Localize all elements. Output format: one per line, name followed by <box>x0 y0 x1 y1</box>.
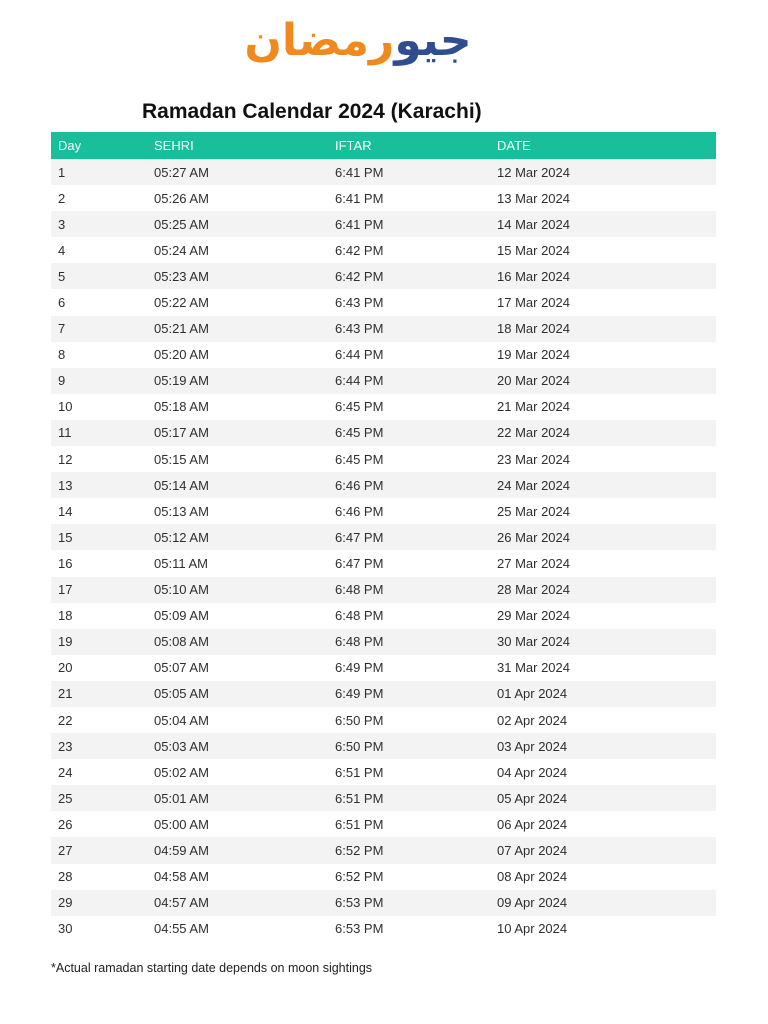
day-cell: 29 <box>51 890 147 916</box>
sehri-cell: 05:18 AM <box>147 394 328 420</box>
date-cell: 24 Mar 2024 <box>490 472 716 498</box>
table-row <box>51 524 716 550</box>
day-cell: 15 <box>51 524 147 550</box>
table-row <box>51 577 716 603</box>
table-row <box>51 603 716 629</box>
column-header-date: DATE <box>490 132 716 159</box>
table-row <box>51 394 716 420</box>
sehri-cell: 05:17 AM <box>147 420 328 446</box>
geo-ramzan-logo <box>244 6 472 76</box>
sehri-cell: 05:11 AM <box>147 550 328 576</box>
day-cell: 21 <box>51 681 147 707</box>
sehri-cell: 05:03 AM <box>147 733 328 759</box>
date-cell: 21 Mar 2024 <box>490 394 716 420</box>
iftar-cell: 6:45 PM <box>328 394 490 420</box>
table-row <box>51 733 716 759</box>
day-cell: 22 <box>51 707 147 733</box>
date-cell: 04 Apr 2024 <box>490 759 716 785</box>
table-row <box>51 707 716 733</box>
date-cell: 13 Mar 2024 <box>490 185 716 211</box>
sehri-cell: 04:59 AM <box>147 837 328 863</box>
day-cell: 17 <box>51 577 147 603</box>
table-row <box>51 759 716 785</box>
day-cell: 25 <box>51 785 147 811</box>
table-row <box>51 368 716 394</box>
iftar-cell: 6:51 PM <box>328 785 490 811</box>
iftar-cell: 6:41 PM <box>328 185 490 211</box>
day-cell: 14 <box>51 498 147 524</box>
date-cell: 31 Mar 2024 <box>490 655 716 681</box>
date-cell: 23 Mar 2024 <box>490 446 716 472</box>
date-cell: 27 Mar 2024 <box>490 550 716 576</box>
date-cell: 16 Mar 2024 <box>490 263 716 289</box>
iftar-cell: 6:53 PM <box>328 890 490 916</box>
date-cell: 09 Apr 2024 <box>490 890 716 916</box>
iftar-cell: 6:43 PM <box>328 289 490 315</box>
day-cell: 16 <box>51 550 147 576</box>
table-row <box>51 550 716 576</box>
date-cell: 07 Apr 2024 <box>490 837 716 863</box>
day-cell: 7 <box>51 316 147 342</box>
date-cell: 28 Mar 2024 <box>490 577 716 603</box>
date-cell: 12 Mar 2024 <box>490 159 716 185</box>
iftar-cell: 6:44 PM <box>328 368 490 394</box>
table-row <box>51 211 716 237</box>
iftar-cell: 6:43 PM <box>328 316 490 342</box>
table-row <box>51 629 716 655</box>
date-cell: 05 Apr 2024 <box>490 785 716 811</box>
sehri-cell: 05:04 AM <box>147 707 328 733</box>
day-cell: 24 <box>51 759 147 785</box>
iftar-cell: 6:46 PM <box>328 472 490 498</box>
iftar-cell: 6:53 PM <box>328 916 490 942</box>
sehri-cell: 05:15 AM <box>147 446 328 472</box>
table-body <box>51 159 716 942</box>
sehri-cell: 05:12 AM <box>147 524 328 550</box>
iftar-cell: 6:50 PM <box>328 707 490 733</box>
date-cell: 25 Mar 2024 <box>490 498 716 524</box>
page-title: Ramadan Calendar 2024 (Karachi) <box>142 100 482 123</box>
table-header-row <box>51 132 716 159</box>
iftar-cell: 6:47 PM <box>328 524 490 550</box>
table-row <box>51 159 716 185</box>
footnote: *Actual ramadan starting date depends on moon sightings <box>51 961 373 975</box>
iftar-cell: 6:45 PM <box>328 420 490 446</box>
date-cell: 02 Apr 2024 <box>490 707 716 733</box>
iftar-cell: 6:41 PM <box>328 211 490 237</box>
day-cell: 12 <box>51 446 147 472</box>
iftar-cell: 6:52 PM <box>328 864 490 890</box>
day-cell: 11 <box>51 420 147 446</box>
table-row <box>51 263 716 289</box>
day-cell: 10 <box>51 394 147 420</box>
table-row <box>51 420 716 446</box>
day-cell: 1 <box>51 159 147 185</box>
table-row <box>51 185 716 211</box>
iftar-cell: 6:48 PM <box>328 629 490 655</box>
date-cell: 19 Mar 2024 <box>490 342 716 368</box>
day-cell: 5 <box>51 263 147 289</box>
iftar-cell: 6:44 PM <box>328 342 490 368</box>
sehri-cell: 04:58 AM <box>147 864 328 890</box>
iftar-cell: 6:51 PM <box>328 759 490 785</box>
sehri-cell: 05:10 AM <box>147 577 328 603</box>
column-header-iftar: IFTAR <box>328 132 490 159</box>
date-cell: 30 Mar 2024 <box>490 629 716 655</box>
sehri-cell: 05:24 AM <box>147 237 328 263</box>
day-cell: 19 <box>51 629 147 655</box>
table-row <box>51 498 716 524</box>
day-cell: 6 <box>51 289 147 315</box>
date-cell: 20 Mar 2024 <box>490 368 716 394</box>
date-cell: 17 Mar 2024 <box>490 289 716 315</box>
date-cell: 06 Apr 2024 <box>490 811 716 837</box>
sehri-cell: 05:01 AM <box>147 785 328 811</box>
day-cell: 9 <box>51 368 147 394</box>
ramadan-calendar-table <box>51 132 716 942</box>
iftar-cell: 6:42 PM <box>328 237 490 263</box>
sehri-cell: 05:02 AM <box>147 759 328 785</box>
day-cell: 23 <box>51 733 147 759</box>
table-row <box>51 472 716 498</box>
date-cell: 14 Mar 2024 <box>490 211 716 237</box>
column-header-sehri: SEHRI <box>147 132 328 159</box>
sehri-cell: 05:05 AM <box>147 681 328 707</box>
table-row <box>51 342 716 368</box>
iftar-cell: 6:50 PM <box>328 733 490 759</box>
table-row <box>51 681 716 707</box>
table-row <box>51 237 716 263</box>
table-row <box>51 837 716 863</box>
iftar-cell: 6:49 PM <box>328 681 490 707</box>
day-cell: 28 <box>51 864 147 890</box>
sehri-cell: 05:13 AM <box>147 498 328 524</box>
sehri-cell: 05:20 AM <box>147 342 328 368</box>
day-cell: 18 <box>51 603 147 629</box>
date-cell: 08 Apr 2024 <box>490 864 716 890</box>
sehri-cell: 05:09 AM <box>147 603 328 629</box>
sehri-cell: 05:08 AM <box>147 629 328 655</box>
logo-text-geo: جیو <box>394 15 472 66</box>
day-cell: 8 <box>51 342 147 368</box>
date-cell: 22 Mar 2024 <box>490 420 716 446</box>
date-cell: 03 Apr 2024 <box>490 733 716 759</box>
sehri-cell: 05:22 AM <box>147 289 328 315</box>
iftar-cell: 6:48 PM <box>328 603 490 629</box>
day-cell: 26 <box>51 811 147 837</box>
iftar-cell: 6:51 PM <box>328 811 490 837</box>
date-cell: 26 Mar 2024 <box>490 524 716 550</box>
iftar-cell: 6:48 PM <box>328 577 490 603</box>
date-cell: 29 Mar 2024 <box>490 603 716 629</box>
day-cell: 2 <box>51 185 147 211</box>
table-row <box>51 890 716 916</box>
table-row <box>51 916 716 942</box>
table-row <box>51 446 716 472</box>
date-cell: 10 Apr 2024 <box>490 916 716 942</box>
day-cell: 30 <box>51 916 147 942</box>
iftar-cell: 6:45 PM <box>328 446 490 472</box>
iftar-cell: 6:49 PM <box>328 655 490 681</box>
table-row <box>51 655 716 681</box>
sehri-cell: 05:00 AM <box>147 811 328 837</box>
iftar-cell: 6:46 PM <box>328 498 490 524</box>
table-row <box>51 785 716 811</box>
sehri-cell: 05:25 AM <box>147 211 328 237</box>
sehri-cell: 04:57 AM <box>147 890 328 916</box>
sehri-cell: 05:14 AM <box>147 472 328 498</box>
date-cell: 18 Mar 2024 <box>490 316 716 342</box>
table-row <box>51 316 716 342</box>
table-row <box>51 811 716 837</box>
sehri-cell: 05:23 AM <box>147 263 328 289</box>
iftar-cell: 6:42 PM <box>328 263 490 289</box>
table-row <box>51 289 716 315</box>
logo-text-ramzan: رمضان <box>244 15 395 66</box>
sehri-cell: 05:07 AM <box>147 655 328 681</box>
sehri-cell: 05:26 AM <box>147 185 328 211</box>
table-row <box>51 864 716 890</box>
day-cell: 13 <box>51 472 147 498</box>
sehri-cell: 05:21 AM <box>147 316 328 342</box>
column-header-day: Day <box>51 132 147 159</box>
iftar-cell: 6:47 PM <box>328 550 490 576</box>
iftar-cell: 6:41 PM <box>328 159 490 185</box>
day-cell: 3 <box>51 211 147 237</box>
sehri-cell: 05:27 AM <box>147 159 328 185</box>
date-cell: 01 Apr 2024 <box>490 681 716 707</box>
sehri-cell: 05:19 AM <box>147 368 328 394</box>
sehri-cell: 04:55 AM <box>147 916 328 942</box>
day-cell: 20 <box>51 655 147 681</box>
date-cell: 15 Mar 2024 <box>490 237 716 263</box>
iftar-cell: 6:52 PM <box>328 837 490 863</box>
day-cell: 27 <box>51 837 147 863</box>
day-cell: 4 <box>51 237 147 263</box>
